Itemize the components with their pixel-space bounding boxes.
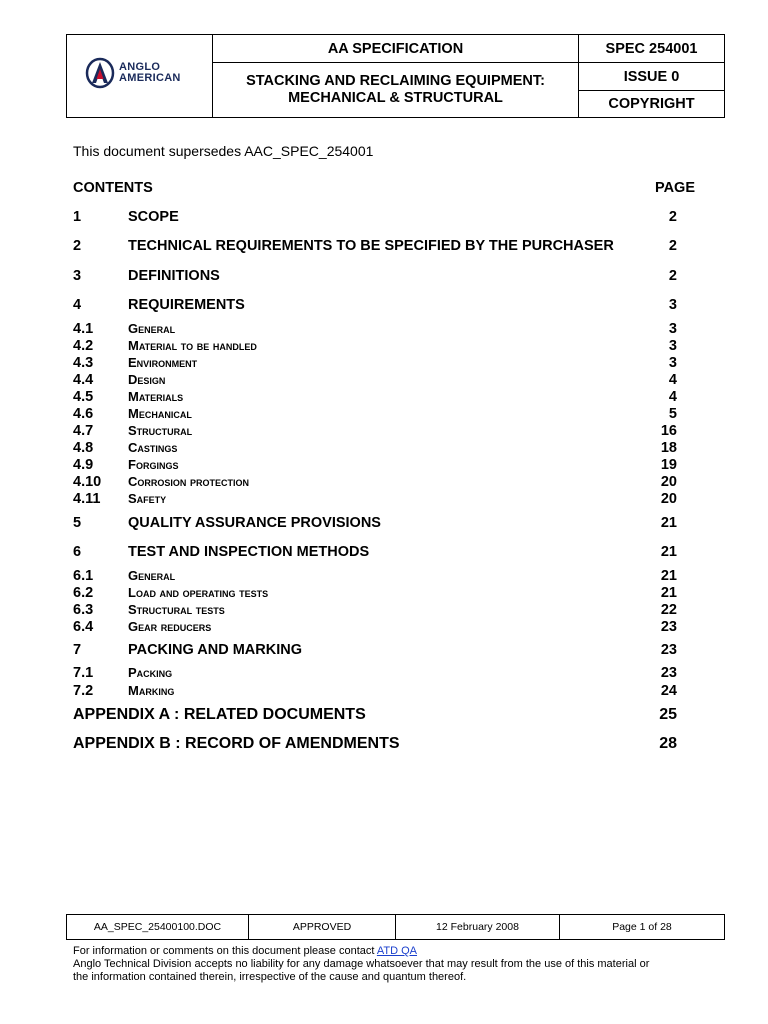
toc-entry-title: Forgings xyxy=(128,457,179,472)
toc-entry-page: 24 xyxy=(660,683,677,699)
toc-entry-number: 7 xyxy=(73,642,82,658)
toc-entry-number: 4.4 xyxy=(73,372,94,388)
toc-entry-page: 21 xyxy=(660,568,677,584)
toc-entry-title: Structural xyxy=(128,423,193,438)
toc-entry-title: Environment xyxy=(128,355,198,370)
footer-status: APPROVED xyxy=(249,915,396,939)
toc-entry-title: Safety xyxy=(128,491,167,506)
contents-header xyxy=(73,180,695,196)
toc-entry-title: Marking xyxy=(128,683,175,698)
toc-entry-page: 21 xyxy=(660,515,677,531)
toc-entry-number: 4.6 xyxy=(73,406,94,422)
toc-entry-title: Gear reducers xyxy=(128,619,212,634)
spec-type: AA SPECIFICATION xyxy=(213,35,578,63)
toc-entry-page: 4 xyxy=(668,389,677,405)
contents-heading: CONTENTS xyxy=(73,180,153,196)
toc-entry-page: 19 xyxy=(660,457,677,473)
toc-entry-page: 2 xyxy=(668,268,677,284)
toc-entry-number: 6 xyxy=(73,544,82,560)
disclaimer-line2: the information contained therein, irrespective of the cause and quantum thereof. xyxy=(73,971,467,983)
toc-entry-title: General xyxy=(128,321,176,336)
company-name-line2: AMERICAN xyxy=(119,72,181,84)
toc-entry-number: 4.9 xyxy=(73,457,94,473)
toc-entry-page: 20 xyxy=(660,474,677,490)
toc-entry-page: 2 xyxy=(668,209,677,225)
toc-entry-number: 4.2 xyxy=(73,338,94,354)
toc-entry-page: 16 xyxy=(660,423,677,439)
toc-entry-title: Mechanical xyxy=(128,406,192,421)
page-heading: PAGE xyxy=(654,180,695,196)
issue-number: ISSUE 0 xyxy=(579,63,724,91)
toc-entry-number: 6.3 xyxy=(73,602,94,618)
toc-entry-page: 3 xyxy=(668,297,677,313)
toc-entry-page: 18 xyxy=(660,440,677,456)
toc-entry-number: 6.2 xyxy=(73,585,94,601)
company-name-line1: ANGLO xyxy=(119,61,161,73)
toc-entry-title: REQUIREMENTS xyxy=(128,297,245,313)
toc-entry-title: Structural tests xyxy=(128,602,225,617)
toc-entry-number: 4.8 xyxy=(73,440,94,456)
toc-entry-number: 6.4 xyxy=(73,619,94,635)
toc-entry-page: 28 xyxy=(659,735,677,752)
toc-entry-page: 3 xyxy=(668,355,677,371)
toc-entry-page: 3 xyxy=(668,321,677,337)
toc-entry-number: 4.7 xyxy=(73,423,94,439)
toc-entry-number: 6.1 xyxy=(73,568,94,584)
toc-entry-page: 21 xyxy=(660,585,677,601)
document-title-line1: STACKING AND RECLAIMING EQUIPMENT: xyxy=(246,73,545,89)
toc-entry-title: SCOPE xyxy=(128,209,179,225)
document-title xyxy=(213,63,578,117)
disclaimer-line1: Anglo Technical Division accepts no liability for any damage whatsoever that may result from the use of this material or xyxy=(73,958,650,970)
document-header xyxy=(66,34,725,118)
toc-entry-title: DEFINITIONS xyxy=(128,268,220,284)
toc-entry-title: PACKING AND MARKING xyxy=(128,642,302,658)
toc-entry-number: 7.2 xyxy=(73,683,94,699)
toc-entry-page: 22 xyxy=(660,602,677,618)
copyright-label: COPYRIGHT xyxy=(608,96,695,112)
toc-entry-number: 4 xyxy=(73,297,82,313)
company-logo xyxy=(85,57,181,89)
toc-entry-page: 21 xyxy=(660,544,677,560)
toc-entry-number: 1 xyxy=(73,209,82,225)
footer-date: 12 February 2008 xyxy=(396,915,560,939)
toc-entry-title: Materials xyxy=(128,389,184,404)
toc-entry-number: 4.11 xyxy=(73,491,101,507)
footer-filename: AA_SPEC_25400100.DOC xyxy=(67,915,249,939)
toc-entry-number: 3 xyxy=(73,268,82,284)
toc-entry-title: Corrosion protection xyxy=(128,474,250,489)
toc-entry-title: Castings xyxy=(128,440,178,455)
toc-entry-title: General xyxy=(128,568,176,583)
toc-entry-title: Load and operating tests xyxy=(128,585,269,600)
toc-entry-title: Packing xyxy=(128,665,173,680)
toc-entry-page: 20 xyxy=(660,491,677,507)
contact-text: For information or comments on this document please contact xyxy=(73,945,377,957)
toc-entry-title: TECHNICAL REQUIREMENTS TO BE SPECIFIED BY THE PURCHASER xyxy=(128,238,614,254)
contact-link[interactable]: ATD QA xyxy=(376,945,418,957)
toc-entry-number: 4.3 xyxy=(73,355,94,371)
toc-entry-page: 23 xyxy=(660,642,677,658)
toc-entry-page: 2 xyxy=(668,238,677,254)
toc-entry-page: 5 xyxy=(668,406,677,422)
toc-entry-number: 7.1 xyxy=(73,665,94,681)
toc-entry-title: TEST AND INSPECTION METHODS xyxy=(128,544,370,560)
toc-entry-title: QUALITY ASSURANCE PROVISIONS xyxy=(128,515,381,531)
footer-page: Page 1 of 28 xyxy=(612,921,672,933)
toc-entry-number: 4.5 xyxy=(73,389,94,405)
footer-table xyxy=(66,914,725,940)
toc-entry-page: 4 xyxy=(668,372,677,388)
spec-number: SPEC 254001 xyxy=(579,35,724,63)
toc-entry-page: 25 xyxy=(659,706,677,723)
toc-entry-page: 23 xyxy=(660,665,677,681)
toc-entry-title: APPENDIX B : RECORD OF AMENDMENTS xyxy=(73,735,400,752)
document-title-line2: MECHANICAL & STRUCTURAL xyxy=(288,90,503,106)
toc-entry-number: 4.10 xyxy=(73,474,102,490)
logo-cell xyxy=(67,35,213,117)
supersedes-note: This document supersedes AAC_SPEC_254001 xyxy=(73,143,374,159)
footer-note xyxy=(73,945,713,984)
toc-entry-title: Material to be handled xyxy=(128,338,257,353)
toc-entry-number: 2 xyxy=(73,238,82,254)
toc-entry-number: 4.1 xyxy=(73,321,94,337)
toc-entry-page: 23 xyxy=(660,619,677,635)
toc-entry-title: APPENDIX A : RELATED DOCUMENTS xyxy=(73,706,366,723)
toc-entry-number: 5 xyxy=(73,515,82,531)
toc-entry-title: Design xyxy=(128,372,166,387)
anglo-american-logo-icon xyxy=(85,57,115,89)
toc-entry-page: 3 xyxy=(668,338,677,354)
